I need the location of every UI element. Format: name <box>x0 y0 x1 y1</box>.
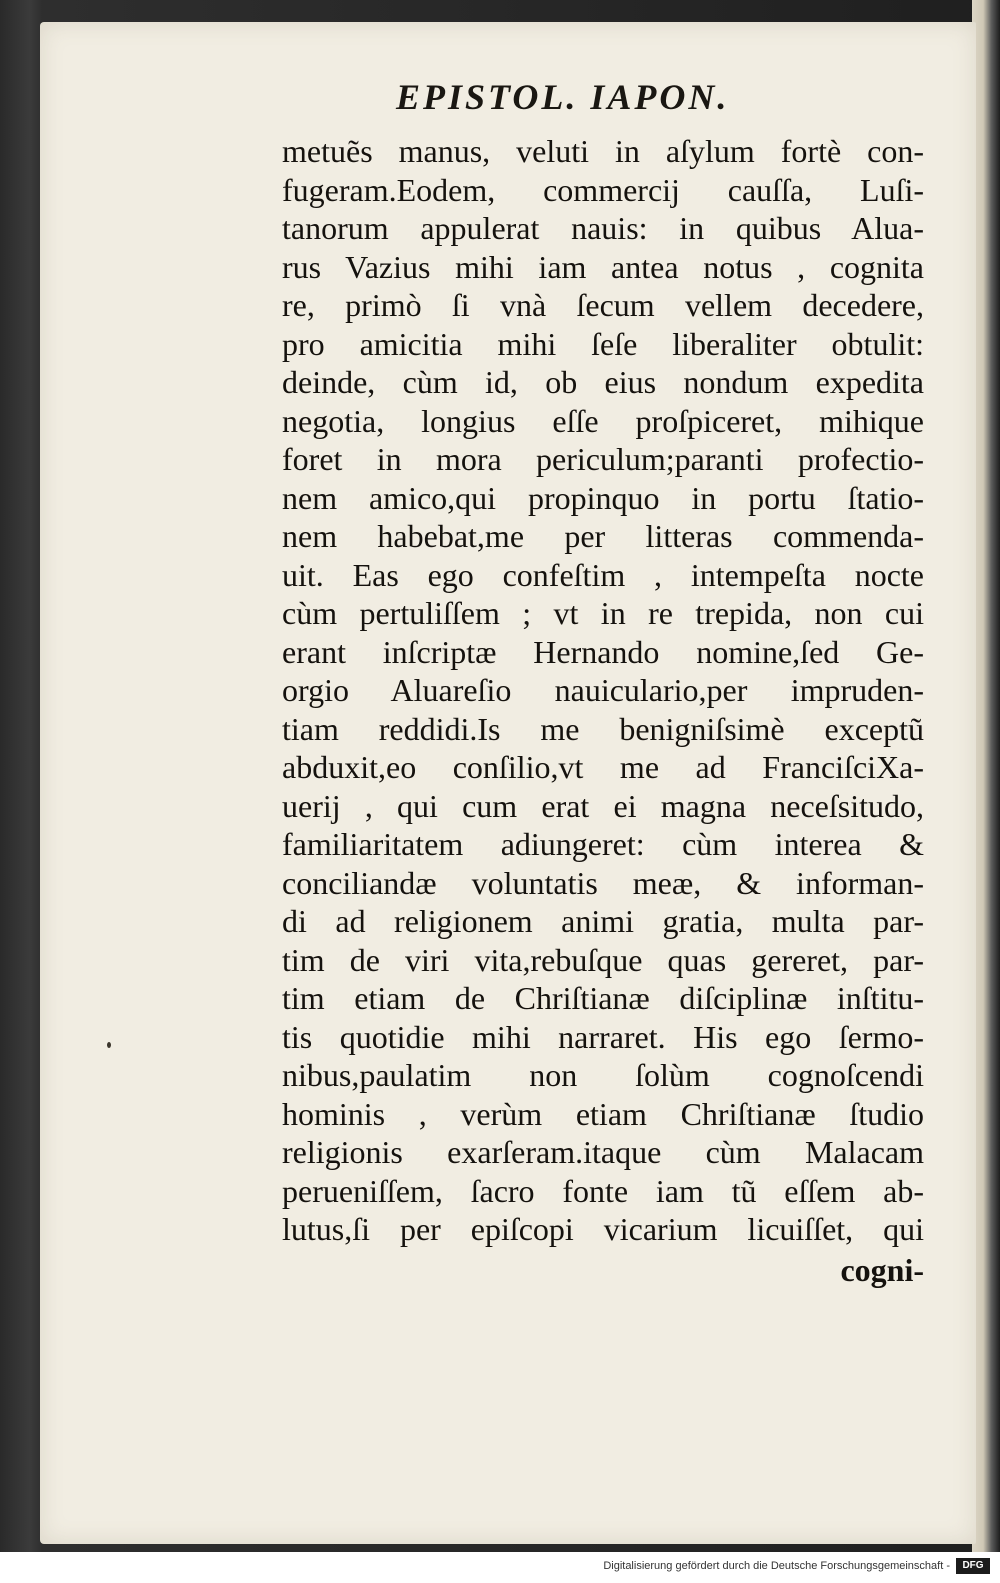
text-line: deinde, cùm id, ob eius nondum expedita <box>282 364 924 400</box>
ink-speck <box>107 1042 111 1048</box>
text-line: orgio Aluareſio nauiculario,per impruden- <box>282 672 924 708</box>
text-line: uerij , qui cum erat ei magna neceſsitudo, <box>282 787 924 824</box>
text-line: nem habebat,me per litteras commenda- <box>282 518 924 554</box>
text-line: cùm pertuliſſem ; vt in re trepida, non cui <box>282 595 924 631</box>
page-edge <box>972 0 1000 1552</box>
text-line: erant inſcriptæ Hernando nomine,ſed Ge- <box>282 633 924 670</box>
body-text <box>282 132 924 1249</box>
text-line: foret in mora periculum;paranti profectio- <box>282 441 924 477</box>
text-line: tiam reddidi.Is me benigniſsimè exceptũ <box>282 710 924 747</box>
text-line: hominis , verùm etiam Chriſtianæ ſtudio <box>282 1095 924 1132</box>
text-line: perueniſſem, ſacro fonte iam tũ eſſem ab- <box>282 1172 924 1209</box>
footer-credit: Digitalisierung gefördert durch die Deutsche Forschungsgemeinschaft - <box>603 1560 950 1572</box>
text-line: familiaritatem adiungeret: cùm interea & <box>282 826 924 862</box>
text-line: pro amicitia mihi ſeſe liberaliter obtulit: <box>282 325 924 362</box>
running-head: EPISTOL. IAPON. <box>396 77 730 117</box>
text-line: fugeram.Eodem, commercij cauſſa, Luſi- <box>282 171 924 208</box>
text-line: conciliandæ voluntatis meæ, & informan- <box>282 864 924 901</box>
text-line: re, primò ſi vnà ſecum vellem decedere, <box>282 287 924 323</box>
catchword: cogni- <box>840 1252 924 1288</box>
text-line: religionis exarſeram.itaque cùm Malacam <box>282 1134 924 1170</box>
text-line: tim de viri vita,rebuſque quas gereret, par- <box>282 941 924 978</box>
text-line: tim etiam de Chriſtianæ diſciplinæ inſtitu- <box>282 980 924 1016</box>
text-line: metuẽs manus, veluti in aſylum fortè con- <box>282 133 924 169</box>
dfg-logo: DFG <box>956 1558 990 1574</box>
digitization-footer <box>0 1552 1000 1583</box>
text-line: di ad religionem animi gratia, multa par- <box>282 903 924 939</box>
text-line: tis quotidie mihi narraret. His ego ſermo- <box>282 1018 924 1055</box>
text-line: nem amico,qui propinquo in portu ſtatio- <box>282 479 924 516</box>
text-line: tanorum appulerat nauis: in quibus Alua- <box>282 210 924 246</box>
text-line: rus Vazius mihi iam antea notus , cognita <box>282 248 924 285</box>
text-line: lutus,ſi per epiſcopi vicarium licuiſſet, qui <box>282 1211 924 1247</box>
text-line: nibus,paulatim non ſolùm cognoſcendi <box>282 1057 924 1093</box>
text-line: abduxit,eo conſilio,vt me ad FranciſciXa- <box>282 749 924 785</box>
text-line: negotia, longius eſſe proſpiceret, mihique <box>282 402 924 439</box>
text-line: uit. Eas ego confeſtim , intempeſta nocte <box>282 556 924 593</box>
